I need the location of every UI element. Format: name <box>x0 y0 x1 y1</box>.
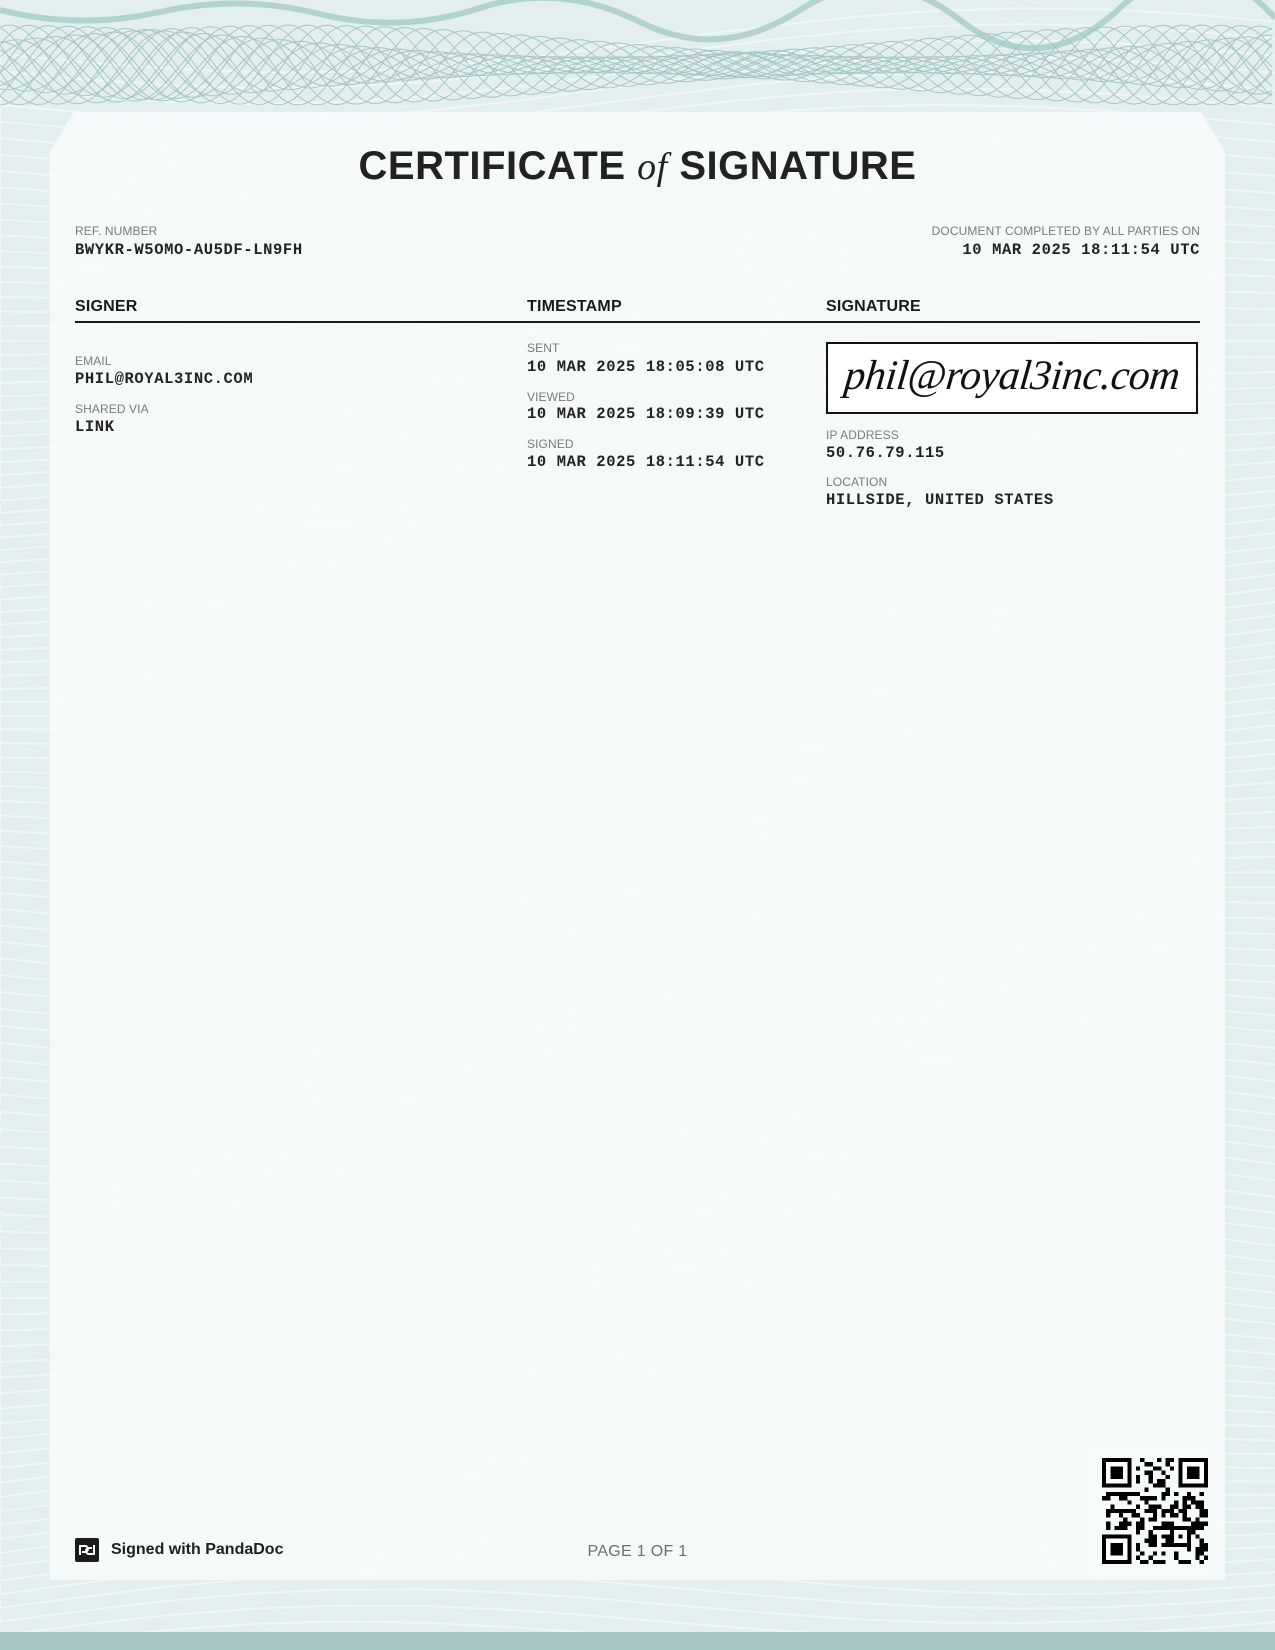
title-of: of <box>637 146 668 188</box>
location-value: HILLSIDE, UNITED STATES <box>826 491 1054 509</box>
signer-email: PHIL@ROYAL3INC.COM <box>75 370 254 388</box>
signed-label: SIGNED <box>527 437 574 451</box>
column-header-timestamp: TIMESTAMP <box>527 298 622 315</box>
ref-number-value: BWYKR-W5OMO-AU5DF-LN9FH <box>75 241 303 259</box>
title-right: SIGNATURE <box>679 144 917 188</box>
header-divider <box>75 321 1200 323</box>
qr-code[interactable] <box>1089 1447 1212 1579</box>
page-number: PAGE 1 OF 1 <box>587 1543 688 1560</box>
location-label: LOCATION <box>826 475 888 489</box>
ref-number-label: REF. NUMBER <box>75 224 158 238</box>
viewed-timestamp: 10 MAR 2025 18:09:39 UTC <box>527 405 765 423</box>
completed-label: DOCUMENT COMPLETED BY ALL PARTIES ON <box>931 224 1200 238</box>
signed-timestamp: 10 MAR 2025 18:11:54 UTC <box>527 453 765 471</box>
shared-via-value: LINK <box>75 418 115 436</box>
shared-via-label: SHARED VIA <box>75 402 149 416</box>
column-header-signer: SIGNER <box>75 298 138 315</box>
ip-address-label: IP ADDRESS <box>826 428 899 442</box>
bottom-border <box>0 1632 1275 1650</box>
signed-with-pandadoc: Signed with PandaDoc <box>111 1541 284 1558</box>
signature-box <box>826 342 1198 414</box>
sent-timestamp: 10 MAR 2025 18:05:08 UTC <box>527 358 765 376</box>
ip-address-value: 50.76.79.115 <box>826 444 945 462</box>
column-header-signature: SIGNATURE <box>826 298 921 315</box>
signature-image: phil@royal3inc.com <box>842 353 1182 399</box>
email-label: EMAIL <box>75 354 112 368</box>
title-left: CERTIFICATE <box>358 144 626 188</box>
certificate-sheet <box>50 112 1225 1580</box>
page-title <box>0 144 1275 189</box>
completed-value: 10 MAR 2025 18:11:54 UTC <box>962 241 1200 259</box>
sent-label: SENT <box>527 341 560 355</box>
viewed-label: VIEWED <box>527 390 575 404</box>
